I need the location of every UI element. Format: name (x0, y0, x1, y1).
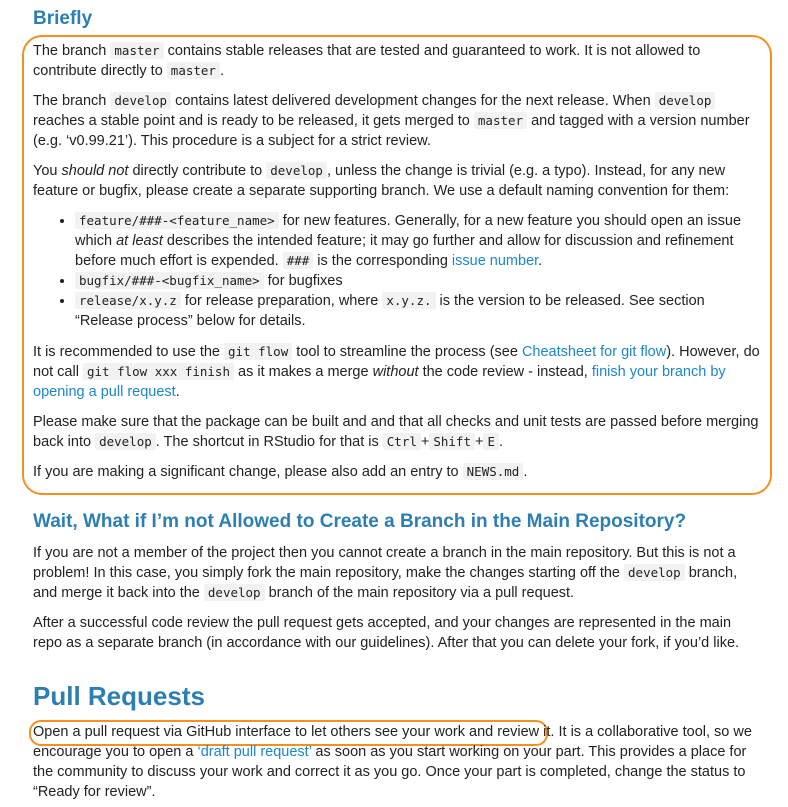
list-item-release: • release/x.y.z for release preparation, where x.y.z. is the version to be released. See section “Release process” below for details. (75, 291, 761, 331)
briefly-paragraph-3: You should not directly contribute to develop , unless the change is trivial (e.g. a typo). Instead, for any new feature or bugfix, please create a separate supporting branch. We use a default naming convention for them: (33, 163, 730, 199)
branch-naming-list (33, 211, 761, 331)
pull-requests-heading: Pull Requests (33, 681, 205, 711)
briefly-paragraph-1: The branch master contains stable releases that are tested and guaranteed to work. It is not allowed to contribute directly to master . (33, 43, 701, 79)
wait-paragraph-1: If you are not a member of the project then you cannot create a branch in the main repository. But this is not a problem! In this case, you simply fork the main repository, make the changes starting off the develop branch, and merge it back into the develop branch of the main repository via a pull request. (33, 545, 738, 601)
kbd-shift: Shift (429, 433, 475, 450)
briefly-heading: Briefly (33, 8, 93, 29)
briefly-paragraph-5: Please make sure that the package can be built and and that all checks and unit tests are passed before merging back into develop . The shortcut in RStudio for that is Ctrl + Shift + E . (33, 414, 759, 450)
briefly-paragraph-2: The branch develop contains latest delivered development changes for the next release. When develop reaches a stable point and is ready to be released, it gets merged to master and tagged with a version number (e.g. ‘v0.99.21’). This procedure is a subject for a strict review. (33, 93, 750, 149)
briefly-paragraph-6: If you are making a significant change, please also add an entry to NEWS.md . (33, 464, 528, 480)
finish-branch-link[interactable]: finish your branch by opening a pull request (33, 364, 726, 400)
kbd-e: E (483, 433, 499, 450)
list-item-feature: • feature/###-<feature_name> for new features. Generally, for a new feature you should open an issue which at least describes the intended feature; it may go further and allow for discussion and refinement before much effort is expended. ### is the corresponding issue number. (75, 211, 761, 271)
git-flow-cheatsheet-link[interactable]: Cheatsheet for git flow (521, 344, 667, 360)
highlighted-sentence: Open a pull request via GitHub interface to let others see your work and review it. (33, 724, 555, 740)
wait-paragraph-2: After a successful code review the pull request gets accepted, and your changes are represented in the main repo as a separate branch (in accordance with our guidelines). After that you can delete your fork, if you’d like. (33, 615, 740, 651)
wait-heading: Wait, What if I’m not Allowed to Create a Branch in the Main Repository? (33, 511, 687, 532)
issue-number-link[interactable]: issue number (451, 253, 539, 269)
draft-pull-request-link[interactable]: ‘draft pull request’ (197, 744, 312, 760)
kbd-ctrl: Ctrl (383, 433, 421, 450)
briefly-paragraph-4: It is recommended to use the git flow tool to streamline the process (see Cheatsheet for git flow). However, do not call git flow xxx finish as it makes a merge without the code review - instead, finish your branch by opening a pull request. (33, 344, 760, 400)
list-item-bugfix: • bugfix/###-<bugfix_name> for bugfixes (75, 271, 761, 291)
pull-requests-paragraph: Open a pull request via GitHub interface to let others see your work and review it. It is a collaborative tool, so we encourage you to open a ‘draft pull request’ as soon as you start working on your part. This provides a place for the community to discuss your work and correct it as you go. Once your part is completed, change the status to “Ready for review”. (33, 724, 752, 800)
